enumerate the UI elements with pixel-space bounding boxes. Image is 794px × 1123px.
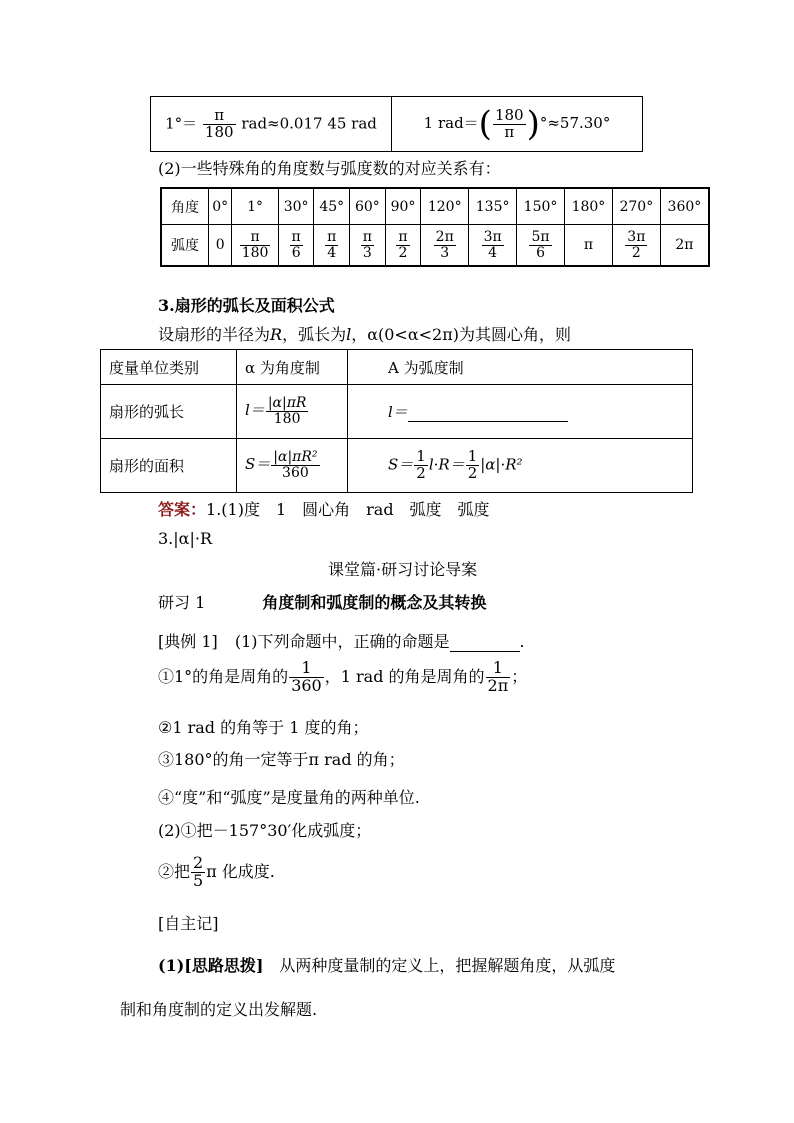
study-heading (158, 590, 486, 613)
answer-text: 1.(1)度 1 圆心角 rad 弧度 弧度 (206, 500, 490, 519)
two-fifths-fraction: $\frac{2}{5}$ (193, 853, 204, 890)
example-question-1: [典例 1] (1)下列命题中，正确的命题是 . (158, 632, 525, 651)
half-fraction-1: $\frac{1}{2}$ (416, 447, 426, 482)
radian-cell (612, 225, 660, 267)
radian-cell (385, 225, 421, 267)
degree-cell: 30° (278, 188, 314, 225)
header-radian-system: A 为弧度制 (348, 350, 693, 385)
radian-fraction: $\frac{\pi}{2}$ (398, 228, 408, 261)
degree-cell: 0° (209, 188, 232, 225)
degree-cell: 60° (350, 188, 386, 225)
self-note: [自主记] (158, 914, 219, 933)
conv-right-rhs: °≈57.30° (539, 114, 611, 132)
radian-fraction: $\frac{\pi}{6}$ (291, 228, 301, 261)
answer-blank (450, 635, 520, 652)
radian-cell (350, 225, 386, 267)
conv-left-lhs: 1°＝ (165, 114, 198, 132)
question-2a: (2)①把－157°30′化成弧度； (158, 821, 372, 840)
degree-cell: 1° (232, 188, 279, 225)
radian-row-header: 弧度 (161, 225, 209, 267)
option-1: ①1°的角是周角的 $\frac{1}{360}$ ，1 rad 的角是周角的 $\frac{1}{2\pi}$ ； (158, 658, 528, 695)
half-fraction-2: $\frac{1}{2}$ (467, 447, 478, 482)
radian-cell: 0 (209, 225, 232, 267)
answer-line (158, 497, 490, 520)
rad-to-degree-cell (392, 97, 643, 152)
radian-cell (278, 225, 314, 267)
special-angles-table (160, 187, 710, 267)
option-3: ③180°的角一定等于π rad 的角； (158, 750, 405, 769)
study-number: 研习 1 (158, 593, 206, 612)
option-4: ④“度”和“弧度”是度量角的两种单位. (158, 788, 420, 807)
answer-label: 答案： (158, 500, 207, 519)
degree-row (161, 188, 709, 225)
one-over-2pi-fraction: $\frac{1}{2\pi}$ (487, 658, 509, 695)
radian-fraction: $\frac{5\pi}{6}$ (531, 228, 550, 261)
180-over-pi-fraction: $\frac{180}{\pi}$ (494, 105, 524, 141)
radian-fraction: $\frac{\pi}{3}$ (362, 228, 372, 261)
option-2: ②1 rad 的角等于 1 度的角； (158, 718, 369, 737)
arc-degree-fraction: $\frac{|\alpha|\pi R}{180}$ (267, 395, 307, 427)
hint-label: (1)[思路思拨] (158, 956, 264, 975)
degree-row-header: 角度 (161, 188, 209, 225)
radian-fraction: $\frac{3\pi}{4}$ (483, 228, 502, 261)
special-angles-intro: (2)一些特殊角的角度数与弧度数的对应关系有： (158, 159, 501, 178)
pi-over-180-fraction: $\frac{\pi}{180}$ (204, 105, 234, 141)
degree-cell: 360° (660, 188, 709, 225)
degree-cell: 135° (469, 188, 517, 225)
example-label: [典例 1] (158, 632, 218, 651)
radian-fraction: $\frac{\pi}{180}$ (241, 228, 269, 261)
degree-to-rad-cell (151, 97, 392, 152)
area-degree-fraction: $\frac{\text{|α|πR²}}{360}$ (273, 449, 318, 481)
degree-cell: 180° (565, 188, 613, 225)
sector-area-label: 扇形的面积 (101, 439, 237, 493)
sector-area-degree-formula: S＝ $\frac{\text{|α|πR²}}{360}$ (237, 439, 348, 493)
radian-cell: π (565, 225, 613, 267)
question-2b: ②把 $\frac{2}{5}$ π 化成度. (158, 853, 275, 890)
conv-left-rhs: rad≈0.017 45 rad (241, 114, 377, 132)
radian-fraction: $\frac{2\pi}{3}$ (435, 228, 454, 261)
radian-fraction: $\frac{\pi}{4}$ (327, 228, 337, 261)
header-unit-type: 度量单位类别 (101, 350, 237, 385)
radian-fraction: $\frac{3\pi}{2}$ (627, 228, 646, 261)
section-title: 课堂篇·研习讨论导案 (328, 560, 478, 579)
degree-cell: 270° (612, 188, 660, 225)
radian-cell: 2π (660, 225, 709, 267)
hint-line-2: 制和角度制的定义出发解题. (120, 1000, 318, 1019)
degree-cell: 90° (385, 188, 421, 225)
arc-length-degree-formula: l＝ $\frac{|\alpha|\pi R}{180}$ (237, 385, 348, 439)
conversion-table (150, 96, 643, 152)
radian-cell (232, 225, 279, 267)
sector-formula-table (100, 349, 693, 493)
left-paren: ( (478, 104, 492, 144)
radian-row (161, 225, 709, 267)
degree-cell: 150° (517, 188, 565, 225)
degree-cell: 45° (314, 188, 350, 225)
sector-intro: 设扇形的半径为R，弧长为l，α(0<α<2π)为其圆心角，则 (158, 325, 571, 344)
radian-cell (421, 225, 469, 267)
study-title: 角度制和弧度制的概念及其转换 (262, 593, 487, 612)
radian-cell (314, 225, 350, 267)
degree-cell: 120° (421, 188, 469, 225)
arc-length-radian-formula: l＝ (348, 385, 693, 439)
right-paren: ) (526, 104, 540, 144)
arc-length-label: 扇形的弧长 (101, 385, 237, 439)
radian-cell (469, 225, 517, 267)
arc-length-blank (408, 405, 568, 422)
radian-cell (517, 225, 565, 267)
answer-line-2: 3.|α|·R (158, 529, 212, 548)
sector-area-radian-formula: S＝ $\frac{1}{2}$ l·R＝ $\frac{1}{2}$ |α|·R² (348, 439, 693, 493)
header-degree-system: α 为角度制 (237, 350, 348, 385)
conv-right-lhs: 1 rad＝ (423, 114, 479, 132)
sector-heading: 3.扇形的弧长及面积公式 (158, 296, 335, 315)
one-over-360-fraction: $\frac{1}{360}$ (291, 658, 322, 695)
hint-line-1: (1)[思路思拨] 从两种度量制的定义上，把握解题角度，从弧度 (158, 956, 616, 975)
